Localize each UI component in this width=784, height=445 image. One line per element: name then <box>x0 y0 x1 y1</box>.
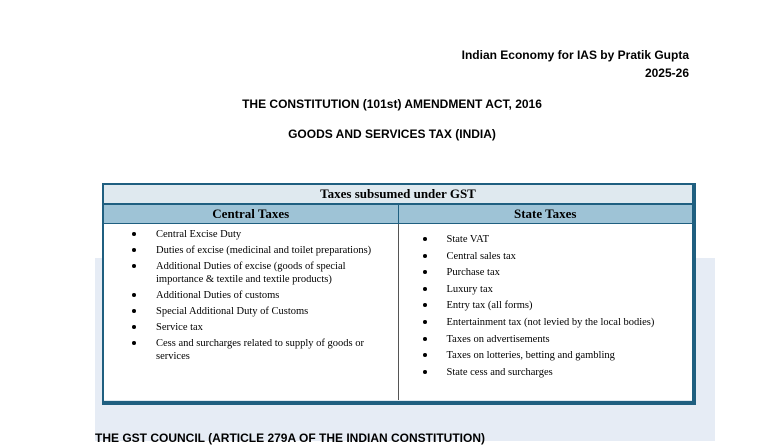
list-item: Additional Duties of customs <box>104 289 398 302</box>
central-taxes-heading: Central Taxes <box>104 205 399 223</box>
list-item: Purchase tax <box>399 266 693 279</box>
gst-council-heading: THE GST COUNCIL (ARTICLE 279A OF THE INDIAN CONSTITUTION) <box>95 431 486 445</box>
state-taxes-list <box>399 224 693 379</box>
list-item: Luxury tax <box>399 283 693 296</box>
list-item: Taxes on advertisements <box>399 333 693 346</box>
table-body <box>104 224 692 400</box>
list-item: Additional Duties of excise (goods of special importance & textile and textile products) <box>104 260 398 286</box>
list-item: Entry tax (all forms) <box>399 299 693 312</box>
list-item: State cess and surcharges <box>399 366 693 379</box>
list-item: Service tax <box>104 321 398 334</box>
state-taxes-heading: State Taxes <box>514 206 577 221</box>
central-taxes-column <box>104 224 399 400</box>
table-header-row <box>104 205 692 224</box>
year-header: 2025-26 <box>644 66 689 80</box>
list-item: Entertainment tax (not levied by the local bodies) <box>399 316 693 329</box>
state-taxes-column <box>399 224 693 400</box>
table-title: Taxes subsumed under GST <box>104 185 692 205</box>
list-item: Cess and surcharges related to supply of goods or services <box>104 337 398 363</box>
book-header: Indian Economy for IAS by Pratik Gupta <box>461 48 689 62</box>
list-item: Central Excise Duty <box>104 228 398 241</box>
list-item: Central sales tax <box>399 250 693 263</box>
list-item: Taxes on lotteries, betting and gambling <box>399 349 693 362</box>
act-title: THE CONSTITUTION (101st) AMENDMENT ACT, 2016 <box>242 97 542 111</box>
list-item: Special Additional Duty of Customs <box>104 305 398 318</box>
list-item: State VAT <box>399 233 693 246</box>
central-taxes-list <box>104 224 398 363</box>
gst-taxes-table <box>102 183 696 405</box>
list-item: Duties of excise (medicinal and toilet preparations) <box>104 244 398 257</box>
subject-title: GOODS AND SERVICES TAX (INDIA) <box>288 127 496 141</box>
